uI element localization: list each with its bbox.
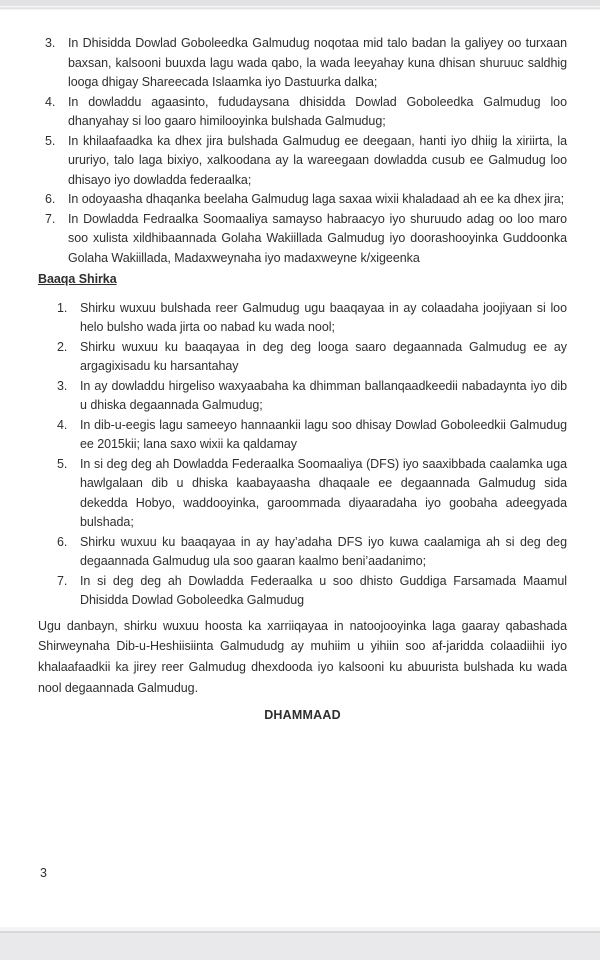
list-item-text: Shirku wuxuu ku baaqayaa in deg deg looga saaro degaannada Galmudug ee ay argagixisadu ku harsantahay <box>80 339 567 373</box>
list-item-number: 5. <box>57 456 68 471</box>
list-item-text: In dib-u-eegis lagu sameeyo hannaankii lagu soo dhisay Dowlad Goboleedkii Galmudug ee 2015kii; lana saxo wixii ka qaldamay <box>80 417 567 451</box>
list-item-number: 6. <box>57 534 68 549</box>
list-item-number: 3. <box>57 378 68 393</box>
list-item <box>57 533 567 572</box>
closing-paragraph: Ugu danbayn, shirku wuxuu hoosta ka xarriiqayaa in natoojooyinka laga gaaray qabashada Shirweynaha Dib-u-Heshiisiinta Galmududg ay muhiim u yihiin soo af-jaridda colaadiihii iyo khalaafaadkii ka jirey reer Galmudug dhexdooda iyo kalsooni ku abuurista bulshada ku wada nool degaannada Galmudug. <box>38 618 567 695</box>
end-marker: DHAMMAAD <box>264 707 341 722</box>
list-item-text: In odoyaasha dhaqanka beelaha Galmudug laga saxaa wixii khaladaad ah ee ka dhex jira; <box>68 192 565 206</box>
list-item-number: 3. <box>45 36 56 50</box>
list-item-text: In si deg deg ah Dowladda Federaalka Soomaaliya (DFS) iyo saaxibbada caalamka uga hawlgalaan dib u dhiska kaabayaasha dhaqaale ee degaannada Galmudug sida dekedda Hobyo, waddooyinka, garoommada diyaaradaha iyo goobaha adeegyada bulshada; <box>80 456 567 529</box>
list-item-text: In Dhisidda Dowlad Goboleedka Galmudug noqotaa mid talo badan la galiyey oo turxaan baxsan, kalsooni buuxda lagu wada qabo, la wada leeyahay kuna dhisan shuruuc saldhig looga dhigay Shareecada Islaamka iyo Dastuurka dalka; <box>68 36 567 89</box>
list-item-number: 4. <box>45 94 56 109</box>
list-item-text: In dowladdu agaasinto, fududaysana dhisidda Dowlad Goboleedka Galmudug loo dhanyahay si loo gaaro himilooyinka bulshada Galmudug; <box>68 94 567 128</box>
list-item-text: In Dowladda Fedraalka Soomaaliya samayso habraacyo iyo shuruudo adag oo loo maro soo xulista xildhibaannada Golaha Wakiillada Galmudug iyo doorashooyinka Guddoonka Golaha Wakiillada, Madaxweynaha iyo madaxweyne k/xigeenka <box>68 211 567 265</box>
list-item-number: 7. <box>57 573 68 588</box>
list-item <box>57 572 567 611</box>
list-item <box>57 416 567 455</box>
list-item-text: In si deg deg ah Dowladda Federaalka u soo dhisto Guddiga Farsamada Maamul Dhisidda Dowlad Goboleedka Galmudug <box>80 573 567 607</box>
list-item-number: 5. <box>45 133 56 148</box>
list-item <box>45 190 567 210</box>
list-item-number: 2. <box>57 339 68 354</box>
list-item <box>45 34 567 93</box>
page-number: 3 <box>40 866 47 880</box>
list-item-text: Shirku wuxuu bulshada reer Galmudug ugu baaqayaa in ay colaadaha joojiyaan si loo helo bulsho wada jirta oo nabad ku wada nool; <box>80 300 567 334</box>
list-item-number: 4. <box>57 417 68 432</box>
list-item-text: In ay dowladdu hirgeliso waxyaabaha ka dhimman ballanqaadkeedii nabadaynta iyo dib u dhiska degaannada Galmudug; <box>80 378 567 412</box>
page-gap-top <box>0 0 600 10</box>
list-item-number: 7. <box>45 211 56 226</box>
list-item <box>57 299 567 338</box>
list-item <box>57 455 567 533</box>
list-item-text: In khilaafaadka ka dhex jira bulshada Galmudug ee deegaan, hanti iyo dhiig la xiriirta, la ururiyo, talo laga bixiyo, xalkoodana ay la wareegaan dowladda cusub ee Galmudug loo dhisayo iyo dowladda federaalka; <box>68 133 567 187</box>
list-item-number: 1. <box>57 300 68 315</box>
list-item <box>57 377 567 416</box>
section-heading-baaqa-shirka: Baaqa Shirka <box>38 272 117 286</box>
list-item <box>45 210 567 269</box>
list-item-text: Shirku wuxuu ku baaqayaa in ay hay’adaha DFS iyo kuwa caalamiga ah si deg deg degaannada Galmudug ula soo gaaran kaalmo beni’aadanimo; <box>80 534 567 568</box>
document-page-content <box>38 34 567 725</box>
baaq-list <box>57 299 567 611</box>
resolutions-list <box>45 34 567 268</box>
page-gap-bottom <box>0 931 600 960</box>
list-item <box>45 132 567 191</box>
list-item <box>57 338 567 377</box>
list-item-number: 6. <box>45 192 56 206</box>
list-item <box>45 93 567 132</box>
